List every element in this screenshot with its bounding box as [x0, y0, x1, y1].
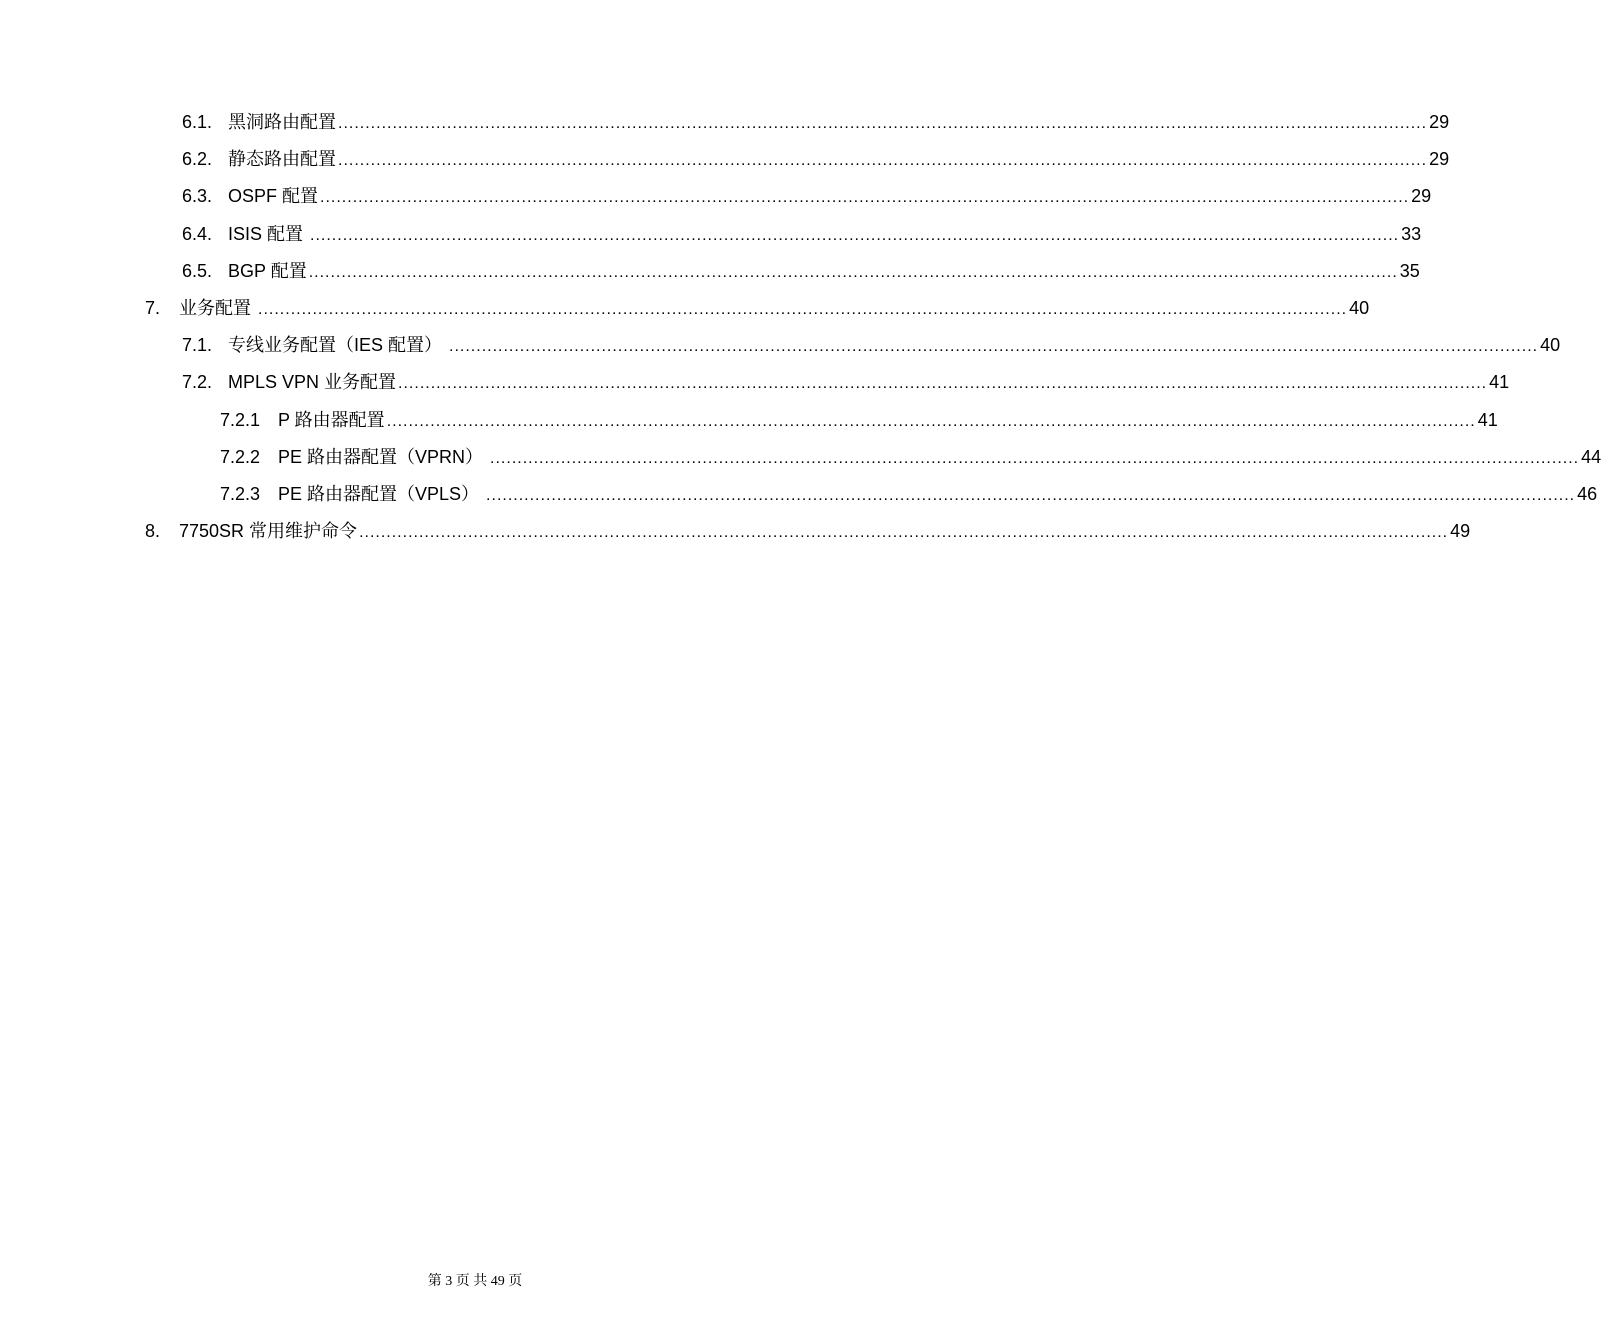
toc-entry-number: 6.5.	[182, 261, 213, 281]
toc-entry-page-number: 29	[1429, 112, 1450, 132]
toc-entry-number: 6.1.	[182, 112, 213, 132]
toc-dot-leader: ........................................................................................................................................................................................................	[258, 301, 1348, 318]
toc-entry-number: 6.4.	[182, 224, 213, 244]
toc-entry-page-number: 41	[1477, 410, 1498, 430]
toc-entry[interactable]	[145, 290, 1370, 327]
toc-entry[interactable]	[182, 178, 1432, 215]
toc-dot-leader: ........................................................................................................................................................................................................	[398, 375, 1488, 392]
toc-entry-title: 静态路由配置	[228, 149, 336, 169]
toc-entry-page-number: 49	[1450, 521, 1471, 541]
toc-entry-title: PE 路由器配置（VPRN）	[278, 447, 489, 467]
toc-entry-page-number: 29	[1429, 149, 1450, 169]
toc-entry-title: 专线业务配置（IES 配置）	[228, 335, 448, 355]
toc-entry-number: 6.3.	[182, 186, 213, 206]
toc-entry[interactable]	[220, 439, 1601, 476]
toc-dot-leader: ........................................................................................................................................................................................................	[320, 189, 1410, 206]
toc-entry-number: 7.2.2	[220, 447, 261, 467]
toc-entry[interactable]	[220, 402, 1498, 439]
toc-entry-title: 黑洞路由配置	[228, 112, 336, 132]
toc-entry-number: 7.2.1	[220, 410, 261, 430]
toc-entry[interactable]	[182, 216, 1422, 253]
toc-entry-title: 业务配置	[179, 298, 257, 318]
toc-entry-number: 7.	[145, 298, 161, 318]
toc-dot-leader: ........................................................................................................................................................................................................	[490, 450, 1580, 467]
toc-entry-title: ISIS 配置	[228, 224, 309, 244]
toc-entry-title: MPLS VPN 业务配置	[228, 372, 397, 392]
toc-entry[interactable]	[182, 327, 1561, 364]
toc-entry-number: 7.2.3	[220, 484, 261, 504]
toc-entry-title: PE 路由器配置（VPLS）	[278, 484, 485, 504]
toc-dot-leader: ........................................................................................................................................................................................................	[308, 264, 1398, 281]
toc-entry-number: 7.2.	[182, 372, 213, 392]
toc-dot-leader: ........................................................................................................................................................................................................	[310, 227, 1400, 244]
toc-entry-number: 8.	[145, 521, 161, 541]
toc-entry-page-number: 40	[1540, 335, 1561, 355]
toc-dot-leader: ........................................................................................................................................................................................................	[359, 524, 1449, 541]
toc-entry-page-number: 44	[1581, 447, 1601, 467]
toc-entry-page-number: 35	[1399, 261, 1420, 281]
toc-entry[interactable]	[182, 141, 1450, 178]
page-footer: 第 3 页 共 49 页	[427, 1274, 523, 1289]
toc-dot-leader: ........................................................................................................................................................................................................	[449, 338, 1539, 355]
toc-dot-leader: ........................................................................................................................................................................................................	[338, 115, 1428, 132]
toc-entry-page-number: 46	[1577, 484, 1598, 504]
toc-entry-title: OSPF 配置	[228, 186, 319, 206]
toc-entry[interactable]	[182, 104, 1450, 141]
toc-dot-leader: ........................................................................................................................................................................................................	[386, 413, 1476, 430]
toc-entry-page-number: 33	[1401, 224, 1422, 244]
toc-entry-title: BGP 配置	[228, 261, 307, 281]
toc-entry[interactable]	[182, 364, 1510, 401]
toc-entry[interactable]	[182, 253, 1420, 290]
toc-entry[interactable]	[145, 513, 1471, 550]
toc-entry-page-number: 41	[1489, 372, 1510, 392]
toc-entry-number: 7.1.	[182, 335, 213, 355]
toc-entry-title: P 路由器配置	[278, 410, 385, 430]
toc-dot-leader: ........................................................................................................................................................................................................	[338, 152, 1428, 169]
toc-entry-title: 7750SR 常用维护命令	[179, 521, 358, 541]
toc-entry-number: 6.2.	[182, 149, 213, 169]
toc-dot-leader: ........................................................................................................................................................................................................	[486, 487, 1576, 504]
toc-entry-page-number: 29	[1411, 186, 1432, 206]
toc-entry[interactable]	[220, 476, 1598, 513]
toc-entry-page-number: 40	[1349, 298, 1370, 318]
